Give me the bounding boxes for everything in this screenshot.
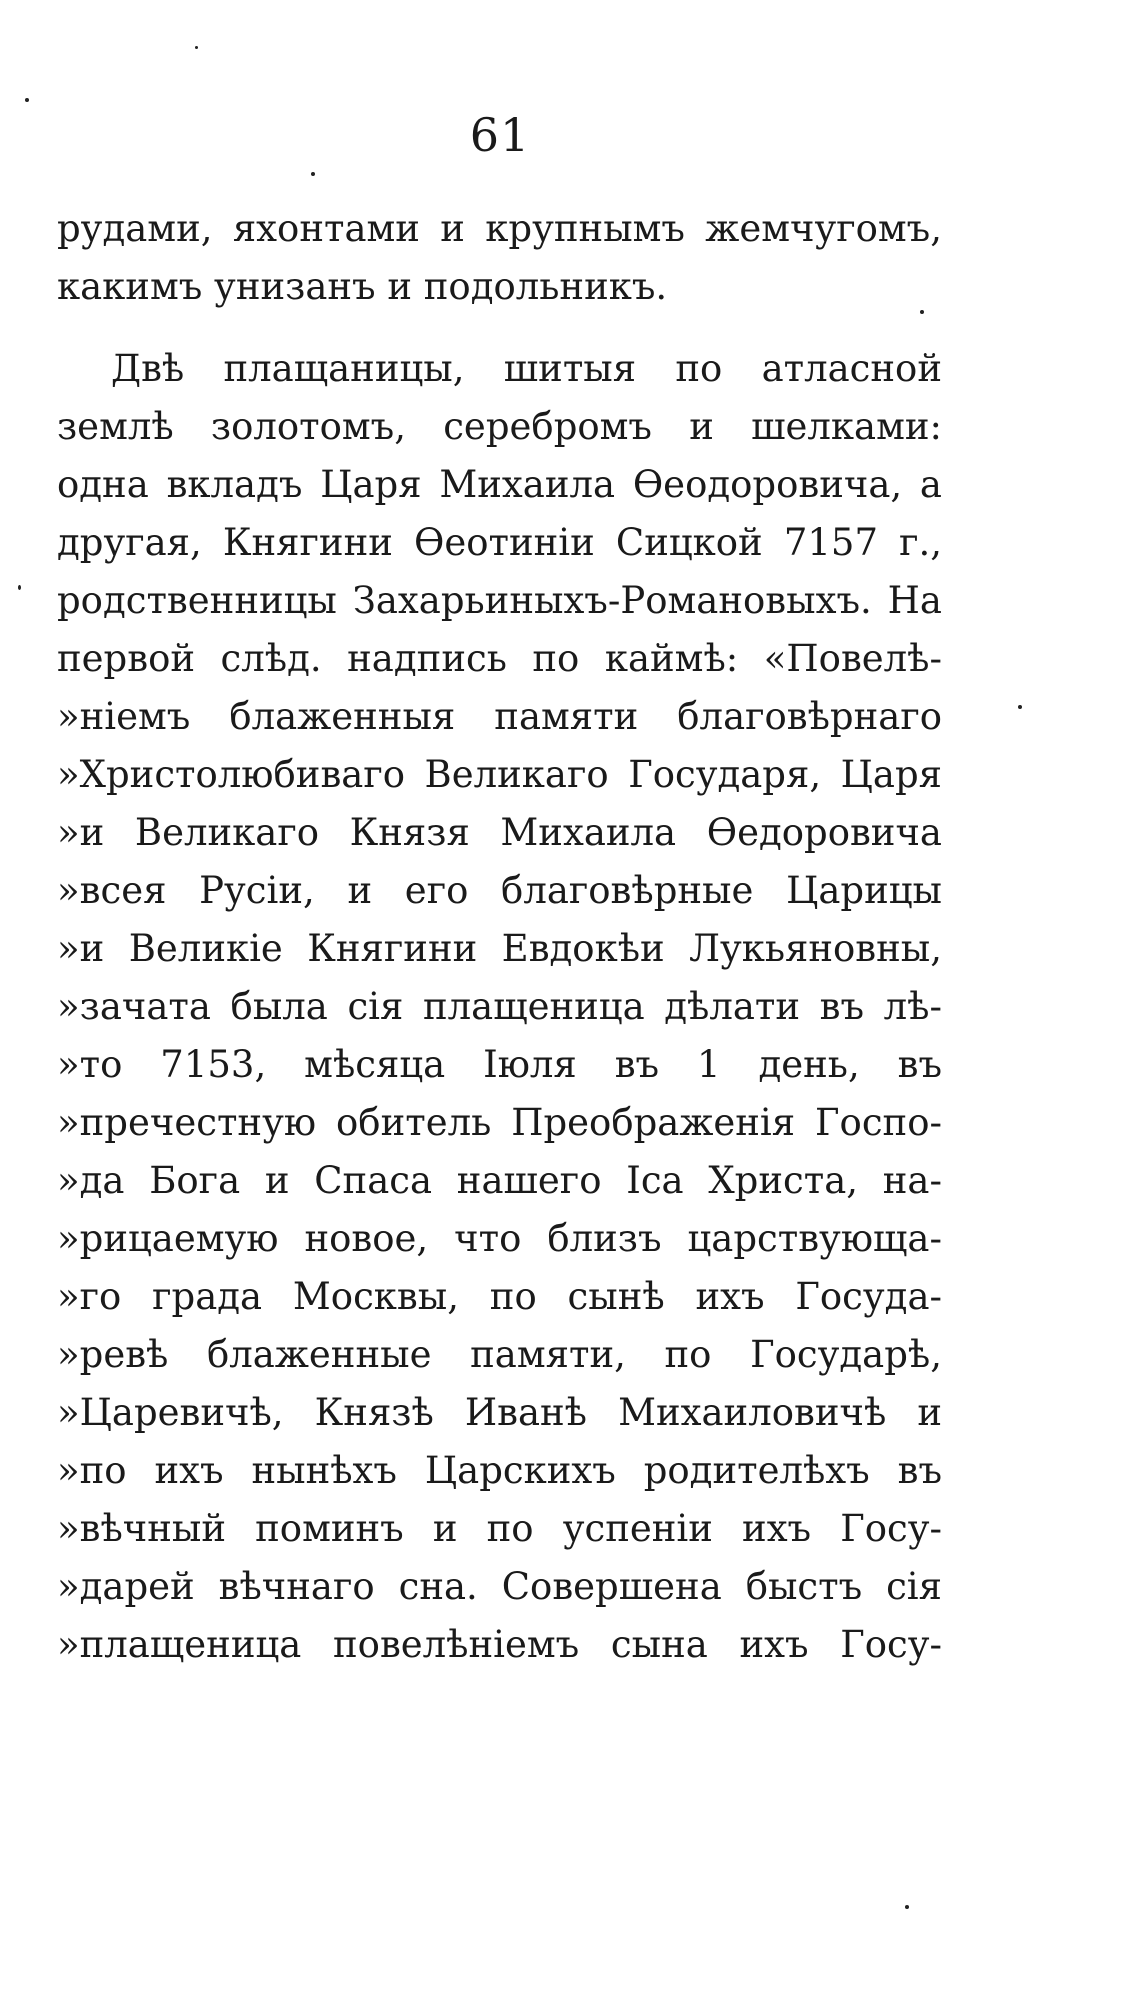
body-text (57, 200, 942, 1674)
text-line: »го града Москвы, по сынѣ ихъ Госуда- (57, 1275, 942, 1318)
paragraph-gap (57, 316, 942, 340)
scan-speck (25, 98, 29, 102)
text-line: »плащеница повелѣніемъ сына ихъ Госу- (57, 1623, 942, 1666)
text-line: »то 7153, мѣсяца Іюля въ 1 день, въ (57, 1043, 942, 1086)
text-line: землѣ золотомъ, серебромъ и шелками: (57, 405, 942, 448)
text-line: родственницы Захарьиныхъ-Романовыхъ. На (57, 579, 942, 622)
scan-speck (18, 585, 21, 590)
text-line: »рицаемую новое, что близъ царствующа- (57, 1217, 942, 1260)
text-line: »Царевичѣ, Князѣ Иванѣ Михаиловичѣ и (57, 1391, 942, 1434)
text-line: Двѣ плащаницы, шитыя по атласной (111, 347, 942, 390)
text-line: одна вкладъ Царя Михаила Өеодоровича, а (57, 463, 942, 506)
text-line: »и Великаго Князя Михаила Өедоровича (57, 811, 942, 854)
scan-speck (311, 172, 315, 176)
text-line: »по ихъ нынѣхъ Царскихъ родителѣхъ въ (57, 1449, 942, 1492)
scan-speck (920, 310, 924, 314)
text-line: рудами, яхонтами и крупнымъ жемчугомъ, (57, 207, 942, 250)
text-line: другая, Княгини Өеотиніи Сицкой 7157 г., (57, 521, 942, 564)
text-line: »всея Русіи, и его благовѣрные Царицы (57, 869, 942, 912)
text-line: какимъ унизанъ и подольникъ. (57, 265, 668, 308)
page-number: 61 (469, 108, 531, 162)
text-line: »ревѣ блаженные памяти, по Государѣ, (57, 1333, 942, 1376)
text-line: »да Бога и Спаса нашего Іса Христа, на- (57, 1159, 942, 1202)
text-line: первой слѣд. надпись по каймѣ: «Повелѣ- (57, 637, 942, 680)
text-line: »пречестную обитель Преображенія Госпо- (57, 1101, 942, 1144)
scan-speck (195, 46, 198, 49)
text-line: »Христолюбиваго Великаго Государя, Царя (57, 753, 942, 796)
text-line: »зачата была сія плащеница дѣлати въ лѣ- (57, 985, 942, 1028)
text-line: »и Великіе Княгини Евдокѣи Лукьяновны, (57, 927, 942, 970)
text-line: »дарей вѣчнаго сна. Совершена быстъ сія (57, 1565, 942, 1608)
text-line: »вѣчный поминъ и по успеніи ихъ Госу- (57, 1507, 942, 1550)
text-line: »ніемъ блаженныя памяти благовѣрнаго (57, 695, 942, 738)
scan-speck (905, 1905, 909, 1909)
scan-speck (1018, 705, 1022, 709)
